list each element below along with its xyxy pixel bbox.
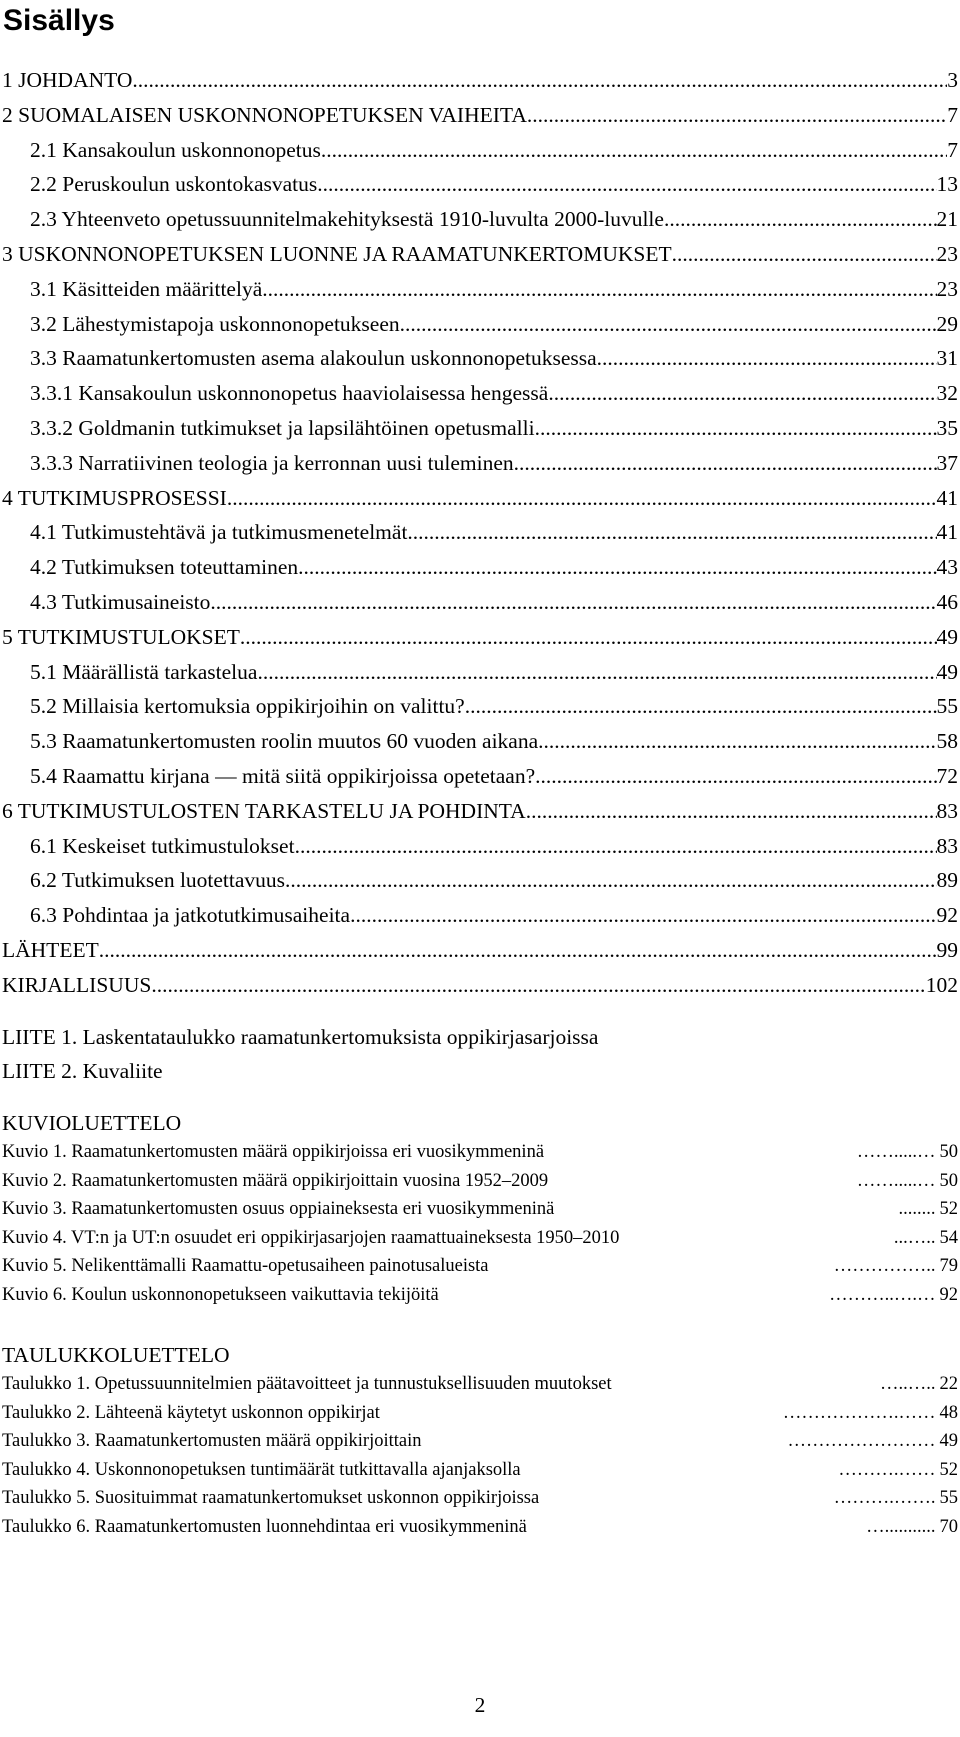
- list-item-title: Taulukko 5. Suosituimmat raamatunkertomukset uskonnon oppikirjoissa: [2, 1488, 540, 1509]
- dot-leader: [514, 446, 937, 481]
- list-item[interactable]: [2, 1513, 958, 1542]
- toc-entry-title: 2.1 Kansakoulun uskonnonopetus: [30, 137, 321, 162]
- list-item-page: 52: [939, 1459, 958, 1480]
- toc-entry[interactable]: [2, 481, 958, 516]
- dot-leader: [132, 63, 947, 98]
- list-item[interactable]: [2, 1167, 958, 1196]
- list-item-page: 55: [939, 1488, 958, 1509]
- dot-leader: [527, 98, 947, 133]
- list-item-title: Taulukko 1. Opetussuunnitelmien päätavoitteet ja tunnustuksellisuuden muutokset: [2, 1374, 612, 1394]
- dot-leader: [350, 898, 936, 933]
- toc-entry-title: 5.2 Millaisia kertomuksia oppikirjoihin on valittu?: [30, 694, 465, 719]
- list-item-page: 52: [939, 1199, 958, 1220]
- list-item-title: Taulukko 4. Uskonnonopetuksen tuntimäärät tutkittavalla ajanjaksolla: [2, 1459, 521, 1480]
- toc-entry-page: 99: [936, 937, 958, 962]
- toc-entry-title: 6.1 Keskeiset tutkimustulokset: [30, 833, 295, 858]
- list-item-title: Kuvio 2. Raamatunkertomusten määrä oppikirjoittain vuosina 1952–2009: [2, 1170, 549, 1191]
- list-item[interactable]: [2, 1224, 958, 1253]
- toc-entry-page: 21: [936, 207, 958, 232]
- toc-entry[interactable]: [2, 933, 958, 968]
- figures-list: [2, 1138, 958, 1310]
- toc-entry-title: 4.3 Tutkimusaineisto: [30, 589, 211, 614]
- dot-leader: [526, 794, 937, 829]
- list-item-title: Kuvio 5. Nelikenttämalli Raamattu-opetusaiheen painotusalueista: [2, 1256, 489, 1277]
- toc-entry-page: 23: [936, 241, 958, 266]
- toc-entry-title: 6.2 Tutkimuksen luotettavuus: [30, 868, 286, 893]
- toc-entry-page: 72: [936, 763, 958, 788]
- toc-entry-title: 4 TUTKIMUSPROSESSI: [2, 485, 227, 510]
- toc-entry[interactable]: [2, 724, 958, 759]
- dot-leader: [407, 515, 936, 550]
- toc-entry[interactable]: [2, 411, 958, 446]
- toc-entry[interactable]: [2, 585, 958, 620]
- toc-entry[interactable]: [2, 898, 958, 933]
- toc-entry-title: 5 TUTKIMUSTULOKSET: [2, 624, 240, 649]
- list-item-page: 48: [939, 1402, 958, 1423]
- toc-entry-page: 102: [925, 972, 958, 997]
- toc-entry-title: 4.1 Tutkimustehtävä ja tutkimusmenetelmät: [30, 520, 408, 545]
- toc-entry-title: 1 JOHDANTO: [2, 68, 133, 92]
- toc-entry-title: 6.3 Pohdintaa ja jatkotutkimusaiheita: [30, 903, 351, 928]
- list-item-page: 50: [939, 1142, 958, 1162]
- toc-entry[interactable]: [2, 376, 958, 411]
- dot-leader: [465, 689, 937, 724]
- dot-leader: ……….…….: [833, 1488, 936, 1509]
- toc-entry-page: 55: [936, 694, 958, 719]
- dot-leader: [597, 341, 937, 376]
- toc-entry[interactable]: [2, 167, 958, 202]
- toc-entry-title: 3.2 Lähestymistapoja uskonnonopetukseen: [30, 311, 400, 336]
- dot-leader: [285, 863, 936, 898]
- dot-leader: [262, 272, 936, 307]
- toc-entry[interactable]: [2, 794, 958, 829]
- dot-leader: [672, 237, 937, 272]
- list-item-page: 92: [939, 1284, 958, 1305]
- dot-leader: ………..….…: [829, 1284, 936, 1305]
- page-number: 2: [474, 1693, 486, 1717]
- dot-leader: [227, 481, 937, 516]
- list-item[interactable]: [2, 1399, 958, 1428]
- toc-entry[interactable]: [2, 237, 958, 272]
- list-item-page: 70: [939, 1516, 958, 1537]
- list-item[interactable]: [2, 1456, 958, 1485]
- list-item[interactable]: [2, 1484, 958, 1513]
- toc-entry[interactable]: [2, 515, 958, 550]
- dot-leader: [240, 620, 937, 655]
- toc-entry[interactable]: [2, 341, 958, 376]
- dot-leader: [257, 655, 936, 690]
- page-title: Sisällys: [3, 4, 115, 37]
- toc-entry[interactable]: [2, 133, 958, 168]
- toc-entry-title: 2.2 Peruskoulun uskontokasvatus: [30, 172, 318, 197]
- list-item-page: 22: [939, 1374, 958, 1394]
- dot-leader: ……………….……: [782, 1402, 936, 1423]
- table-of-contents: [2, 63, 958, 1003]
- dot-leader: ……………………: [787, 1431, 936, 1452]
- dot-leader: [99, 933, 937, 968]
- toc-entry[interactable]: [2, 829, 958, 864]
- tables-title: TAULUKKOLUETTELO: [2, 1343, 230, 1367]
- toc-entry-page: 41: [936, 485, 958, 510]
- list-item-title: Kuvio 4. VT:n ja UT:n osuudet eri oppikirjasarjojen raamattuaineksesta 1950–2010: [2, 1227, 620, 1248]
- dot-leader: [400, 307, 937, 342]
- list-item[interactable]: [2, 1281, 958, 1310]
- list-item-page: 50: [939, 1170, 958, 1191]
- dot-leader: [210, 585, 936, 620]
- toc-entry-title: 5.3 Raamatunkertomusten roolin muutos 60 vuoden aikana: [30, 729, 539, 754]
- toc-entry[interactable]: [2, 98, 958, 133]
- toc-entry-page: 35: [936, 415, 958, 440]
- toc-entry-page: 29: [936, 311, 958, 336]
- toc-entry-page: 13: [936, 172, 958, 197]
- toc-entry-page: 3: [947, 68, 958, 92]
- list-item-page: 49: [939, 1431, 958, 1452]
- dot-leader: …….....…: [856, 1170, 936, 1191]
- toc-entry-page: 41: [936, 520, 958, 545]
- toc-entry[interactable]: [2, 655, 958, 690]
- toc-entry-page: 7: [947, 102, 958, 127]
- dot-leader: …..…..: [880, 1374, 936, 1394]
- toc-entry-page: 32: [936, 381, 958, 406]
- toc-entry-page: 58: [936, 729, 958, 754]
- toc-entry[interactable]: [2, 620, 958, 655]
- toc-entry-page: 83: [936, 798, 958, 823]
- list-item[interactable]: [2, 1370, 958, 1399]
- dot-leader: ……….……: [838, 1459, 936, 1480]
- toc-entry-page: 46: [936, 589, 958, 614]
- toc-entry-title: 2 SUOMALAISEN USKONNONOPETUKSEN VAIHEITA: [2, 102, 527, 127]
- toc-entry-title: LÄHTEET: [2, 937, 99, 962]
- dot-leader: [298, 550, 936, 585]
- toc-entry-title: 3.1 Käsitteiden määrittelyä: [30, 276, 263, 301]
- dot-leader: …….....…: [856, 1142, 936, 1162]
- toc-entry-page: 31: [936, 346, 958, 371]
- toc-entry-title: 2.3 Yhteenveto opetussuunnitelmakehityksestä 1910-luvulta 2000-luvulle: [30, 207, 664, 232]
- toc-entry[interactable]: [2, 307, 958, 342]
- appendix-list: [2, 1020, 598, 1088]
- toc-entry-title: 5.4 Raamattu kirjana — mitä siitä oppikirjoissa opetetaan?: [30, 763, 536, 788]
- dot-leader: [295, 829, 937, 864]
- dot-leader: [535, 759, 936, 794]
- appendix-item: LIITE 2. Kuvaliite: [2, 1059, 163, 1083]
- toc-entry-page: 37: [936, 450, 958, 475]
- dot-leader: [548, 376, 936, 411]
- toc-entry[interactable]: [2, 202, 958, 237]
- list-item-page: 54: [939, 1227, 958, 1248]
- toc-entry[interactable]: [2, 759, 958, 794]
- figures-title: KUVIOLUETTELO: [2, 1111, 182, 1135]
- dot-leader: [538, 724, 936, 759]
- list-item-title: Taulukko 6. Raamatunkertomusten luonnehdintaa eri vuosikymmeninä: [2, 1516, 527, 1537]
- toc-entry[interactable]: [2, 63, 958, 98]
- toc-entry[interactable]: [2, 272, 958, 307]
- list-item-page: 79: [939, 1256, 958, 1277]
- list-item[interactable]: [2, 1138, 958, 1167]
- list-item-title: Taulukko 3. Raamatunkertomusten määrä oppikirjoittain: [2, 1431, 422, 1452]
- toc-entry-page: 83: [936, 833, 958, 858]
- toc-entry-page: 49: [936, 659, 958, 684]
- dot-leader: [321, 133, 947, 168]
- toc-entry-page: 49: [936, 624, 958, 649]
- toc-entry-page: 23: [936, 276, 958, 301]
- dot-leader: [535, 411, 937, 446]
- toc-entry-title: 6 TUTKIMUSTULOSTEN TARKASTELU JA POHDINTA: [2, 798, 526, 823]
- dot-leader: ...…..: [893, 1227, 936, 1248]
- toc-entry-title: 3 USKONNONOPETUKSEN LUONNE JA RAAMATUNKERTOMUKSET: [2, 241, 672, 266]
- toc-entry-title: 3.3.3 Narratiivinen teologia ja kerronnan uusi tuleminen: [30, 450, 514, 475]
- list-item-title: Kuvio 1. Raamatunkertomusten määrä oppikirjoissa eri vuosikymmeninä: [2, 1142, 545, 1162]
- toc-entry[interactable]: [2, 968, 958, 1003]
- list-item[interactable]: [2, 1195, 958, 1224]
- toc-entry-title: 4.2 Tutkimuksen toteuttaminen: [30, 555, 299, 580]
- toc-entry-page: 7: [947, 137, 958, 162]
- dot-leader: …...........: [866, 1516, 936, 1537]
- toc-entry-title: 3.3.2 Goldmanin tutkimukset ja lapsilähtöinen opetusmalli: [30, 415, 535, 440]
- dot-leader: [151, 968, 925, 1003]
- list-item-title: Kuvio 3. Raamatunkertomusten osuus oppiaineksesta eri vuosikymmeninä: [2, 1199, 555, 1220]
- list-item[interactable]: [2, 1252, 958, 1281]
- tables-list: [2, 1370, 958, 1542]
- toc-entry-page: 43: [936, 555, 958, 580]
- toc-entry-page: 89: [936, 868, 958, 893]
- toc-entry[interactable]: [2, 446, 958, 481]
- toc-entry[interactable]: [2, 689, 958, 724]
- list-item[interactable]: [2, 1427, 958, 1456]
- toc-entry[interactable]: [2, 863, 958, 898]
- toc-entry-title: 3.3 Raamatunkertomusten asema alakoulun uskonnonopetuksessa: [30, 346, 597, 371]
- dot-leader: [664, 202, 937, 237]
- toc-entry-title: 5.1 Määrällistä tarkastelua: [30, 659, 258, 684]
- toc-entry[interactable]: [2, 550, 958, 585]
- list-item-title: Taulukko 2. Lähteenä käytetyt uskonnon oppikirjat: [2, 1402, 380, 1423]
- dot-leader: [317, 167, 936, 202]
- dot-leader: ……………..: [833, 1256, 936, 1277]
- toc-entry-title: 3.3.1 Kansakoulun uskonnonopetus haaviolaisessa hengessä: [30, 381, 549, 406]
- appendix-item: LIITE 1. Laskentataulukko raamatunkertomuksista oppikirjasarjoissa: [2, 1025, 599, 1049]
- toc-entry-page: 92: [936, 903, 958, 928]
- toc-entry-title: KIRJALLISUUS: [2, 972, 152, 997]
- list-item-title: Kuvio 6. Koulun uskonnonopetukseen vaikuttavia tekijöitä: [2, 1284, 439, 1305]
- dot-leader: ........: [898, 1199, 936, 1220]
